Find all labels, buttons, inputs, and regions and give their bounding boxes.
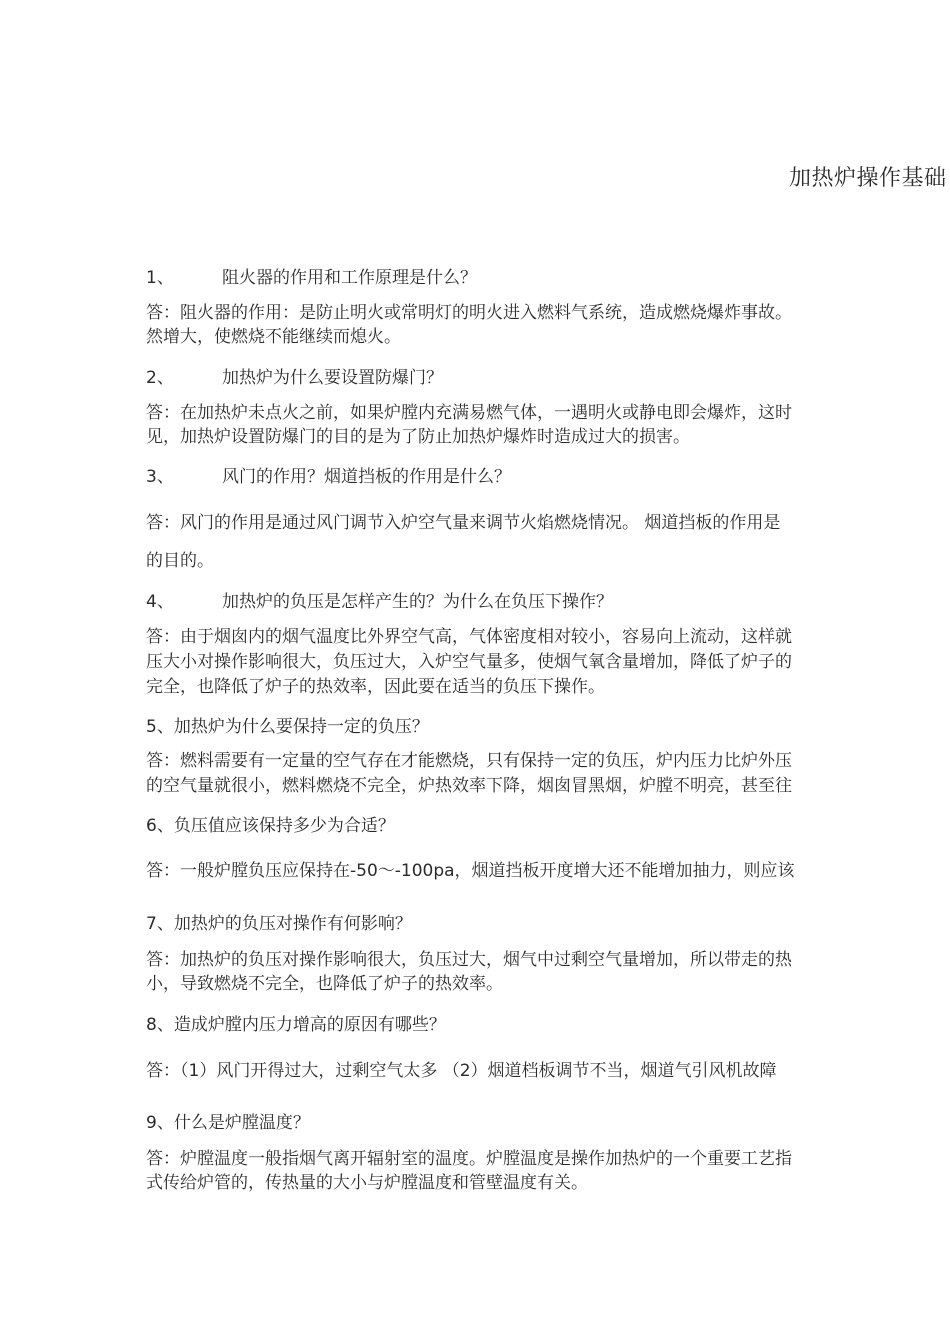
question-7	[146, 909, 412, 934]
answer-9-line-1: 答：炉膛温度一般指烟气离开辐射室的温度。炉膛温度是操作加热炉的一个重要工艺指	[146, 1149, 792, 1169]
question-number: 4、	[146, 592, 174, 612]
question-number: 8、	[146, 1015, 174, 1035]
question-text: 造成炉膛内压力增高的原因有哪些？	[173, 1015, 446, 1035]
answer-2-line-1: 答：在加热炉未点火之前，如果炉膛内充满易燃气体，一遇明火或静电即会爆炸，这时	[146, 403, 792, 423]
answer-5-line-2: 的空气量就很小，燃料燃烧不完全，炉热效率下降，烟囱冒黑烟，炉膛不明亮，甚至往	[146, 776, 792, 796]
question-number: 1、	[146, 268, 174, 288]
question-number: 9、	[146, 1113, 174, 1133]
question-6	[146, 811, 395, 836]
question-number: 2、	[146, 368, 174, 388]
question-text: 阻火器的作用和工作原理是什么？	[222, 268, 477, 288]
answer-7-line-1: 答：加热炉的负压对操作影响很大，负压过大，烟气中过剩空气量增加，所以带走的热	[146, 950, 792, 970]
answer-1-line-1: 答：阻火器的作用：是防止明火或常明灯的明火进入燃料气系统，造成燃烧爆炸事故。	[146, 303, 792, 323]
answer-2-line-2: 见，加热炉设置防爆门的目的是为了防止加热炉爆炸时造成过大的损害。	[146, 427, 690, 447]
answer-3-line-2: 的目的。	[146, 551, 214, 571]
answer-6-line-1: 答：一般炉膛负压应保持在-50～-100pa，烟道挡板开度增大还不能增加抽力，则应该	[146, 861, 795, 881]
question-3	[146, 462, 511, 487]
answer-4-line-2: 压大小对操作影响很大，负压过大，入炉空气量多，使烟气氧含量增加，降低了炉子的	[146, 652, 792, 672]
question-9	[146, 1108, 310, 1133]
question-text: 加热炉的负压对操作有何影响？	[173, 914, 412, 934]
question-text: 什么是炉膛温度？	[173, 1113, 310, 1133]
answer-1-line-2: 然增大，使燃烧不能继续而熄火。	[146, 327, 401, 347]
question-2	[146, 363, 443, 388]
question-8	[146, 1010, 446, 1035]
document-title: 加热炉操作基础	[789, 166, 947, 191]
question-number: 3、	[146, 467, 174, 487]
question-number: 6、	[146, 816, 174, 836]
question-5	[146, 712, 429, 737]
answer-4-line-3: 完全，也降低了炉子的热效率，因此要在适当的负压下操作。	[146, 677, 605, 697]
question-text: 加热炉为什么要保持一定的负压？	[173, 717, 429, 737]
question-text: 风门的作用？烟道挡板的作用是什么？	[222, 467, 511, 487]
answer-7-line-2: 小，导致燃烧不完全，也降低了炉子的热效率。	[146, 974, 503, 994]
answer-5-line-1: 答：燃料需要有一定量的空气存在才能燃烧，只有保持一定的负压，炉内压力比炉外压	[146, 751, 792, 771]
question-text: 加热炉的负压是怎样产生的？为什么在负压下操作？	[222, 592, 613, 612]
question-1	[146, 263, 477, 288]
answer-8-line-1: 答：（1）风门开得过大，过剩空气太多 （2）烟道档板调节不当，烟道气引风机故障	[146, 1061, 777, 1081]
answer-4-line-1: 答：由于烟囱内的烟气温度比外界空气高，气体密度相对较小，容易向上流动，这样就	[146, 627, 792, 647]
question-4	[146, 587, 613, 612]
answer-3-line-1: 答：风门的作用是通过风门调节入炉空气量来调节火焰燃烧情况。 烟道挡板的作用是	[146, 513, 781, 533]
question-text: 加热炉为什么要设置防爆门？	[222, 368, 443, 388]
answer-9-line-2: 式传给炉管的，传热量的大小与炉膛温度和管壁温度有关。	[146, 1173, 588, 1193]
question-text: 负压值应该保持多少为合适？	[173, 816, 395, 836]
question-number: 7、	[146, 914, 174, 934]
question-number: 5、	[146, 717, 174, 737]
